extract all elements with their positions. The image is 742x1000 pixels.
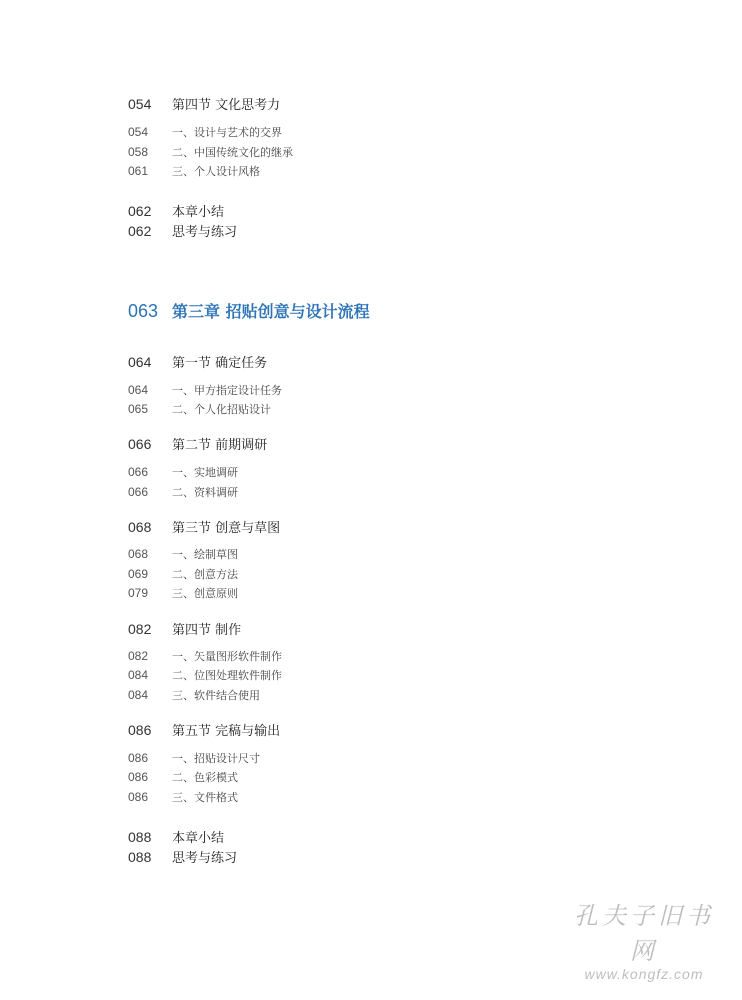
toc-section-row[interactable]	[128, 619, 241, 638]
toc-item-row[interactable]	[128, 163, 260, 179]
toc-section-title: 第四节 文化思考力	[172, 98, 281, 113]
toc-item-title: 二、个人化招贴设计	[172, 403, 271, 416]
toc-section-row[interactable]	[128, 517, 280, 536]
toc-page-number: 066	[128, 436, 152, 452]
toc-section-row[interactable]	[128, 847, 237, 866]
toc-section-title: 第三节 创意与草图	[172, 521, 281, 536]
toc-item-title: 二、色彩模式	[172, 771, 238, 784]
toc-item-row[interactable]	[128, 464, 238, 480]
toc-section-title: 本章小结	[172, 831, 225, 846]
toc-page-number: 058	[128, 145, 149, 159]
toc-item-title: 一、绘制草图	[172, 548, 238, 561]
toc-item-row[interactable]	[128, 585, 238, 601]
toc-item-row[interactable]	[128, 124, 282, 140]
toc-section-title: 第一节 确定任务	[172, 356, 268, 371]
toc-page-number: 084	[128, 668, 149, 682]
toc-section-row[interactable]	[128, 827, 224, 846]
toc-item-row[interactable]	[128, 401, 271, 417]
toc-section-row[interactable]	[128, 201, 224, 220]
toc-section-row[interactable]	[128, 720, 280, 739]
watermark	[564, 896, 724, 982]
toc-item-title: 二、资料调研	[172, 486, 238, 499]
toc-page-number: 062	[128, 223, 152, 239]
toc-item-title: 三、创意原则	[172, 587, 238, 600]
toc-item-title: 三、个人设计风格	[172, 165, 260, 178]
toc-item-title: 一、实地调研	[172, 466, 238, 479]
watermark-logo: 孔夫子旧书网	[574, 902, 714, 965]
toc-page-number: 086	[128, 722, 152, 738]
toc-section-title: 第四节 制作	[172, 623, 242, 638]
toc-page-number: 061	[128, 164, 149, 178]
toc-section-title: 思考与练习	[172, 225, 238, 240]
toc-section-row[interactable]	[128, 94, 280, 113]
toc-section-title: 本章小结	[172, 205, 225, 220]
toc-item-title: 三、软件结合使用	[172, 689, 260, 702]
toc-page-number: 086	[128, 770, 149, 784]
toc-item-row[interactable]	[128, 648, 282, 664]
toc-item-row[interactable]	[128, 687, 260, 703]
toc-item-row[interactable]	[128, 546, 238, 562]
toc-page-number: 088	[128, 829, 152, 845]
watermark-url: www.kongfz.com	[584, 966, 704, 982]
toc-item-title: 一、招贴设计尺寸	[172, 752, 260, 765]
toc-page-number: 066	[128, 465, 149, 479]
toc-page-number: 086	[128, 751, 149, 765]
toc-page-number: 079	[128, 586, 149, 600]
toc-item-row[interactable]	[128, 144, 293, 160]
toc-item-row[interactable]	[128, 750, 260, 766]
toc-item-row[interactable]	[128, 769, 238, 785]
toc-chapter-row[interactable]	[128, 299, 370, 322]
toc-item-row[interactable]	[128, 566, 238, 582]
toc-page-number: 086	[128, 790, 149, 804]
toc-item-title: 一、甲方指定设计任务	[172, 384, 282, 397]
toc-page-number: 069	[128, 567, 149, 581]
toc-page-number: 062	[128, 203, 152, 219]
toc-section-title: 思考与练习	[172, 851, 238, 866]
toc-item-row[interactable]	[128, 484, 238, 500]
toc-page-number: 088	[128, 849, 152, 865]
toc-section-title: 第二节 前期调研	[172, 438, 268, 453]
toc-section-title: 第五节 完稿与输出	[172, 724, 281, 739]
toc-section-row[interactable]	[128, 434, 267, 453]
toc-page-number: 068	[128, 547, 149, 561]
toc-page-number: 054	[128, 96, 152, 112]
toc-item-row[interactable]	[128, 382, 282, 398]
toc-item-title: 二、位图处理软件制作	[172, 669, 282, 682]
toc-section-row[interactable]	[128, 352, 267, 371]
toc-item-title: 三、文件格式	[172, 791, 238, 804]
toc-page-number: 064	[128, 383, 149, 397]
toc-page-number: 054	[128, 125, 149, 139]
toc-page-number: 068	[128, 519, 152, 535]
toc-section-row[interactable]	[128, 221, 237, 240]
toc-item-title: 一、矢量图形软件制作	[172, 650, 282, 663]
toc-item-title: 二、创意方法	[172, 568, 238, 581]
toc-page-number: 066	[128, 485, 149, 499]
toc-chapter-title: 第三章 招贴创意与设计流程	[172, 302, 370, 321]
toc-item-row[interactable]	[128, 789, 238, 805]
toc-page-number: 065	[128, 402, 149, 416]
toc-item-title: 二、中国传统文化的继承	[172, 146, 293, 159]
toc-page-number: 084	[128, 688, 149, 702]
toc-chapter-page-number: 063	[128, 301, 159, 321]
toc-item-title: 一、设计与艺术的交界	[172, 126, 282, 139]
toc-item-row[interactable]	[128, 667, 282, 683]
toc-page-number: 082	[128, 621, 152, 637]
toc-page-number: 082	[128, 649, 149, 663]
toc-page-number: 064	[128, 354, 152, 370]
